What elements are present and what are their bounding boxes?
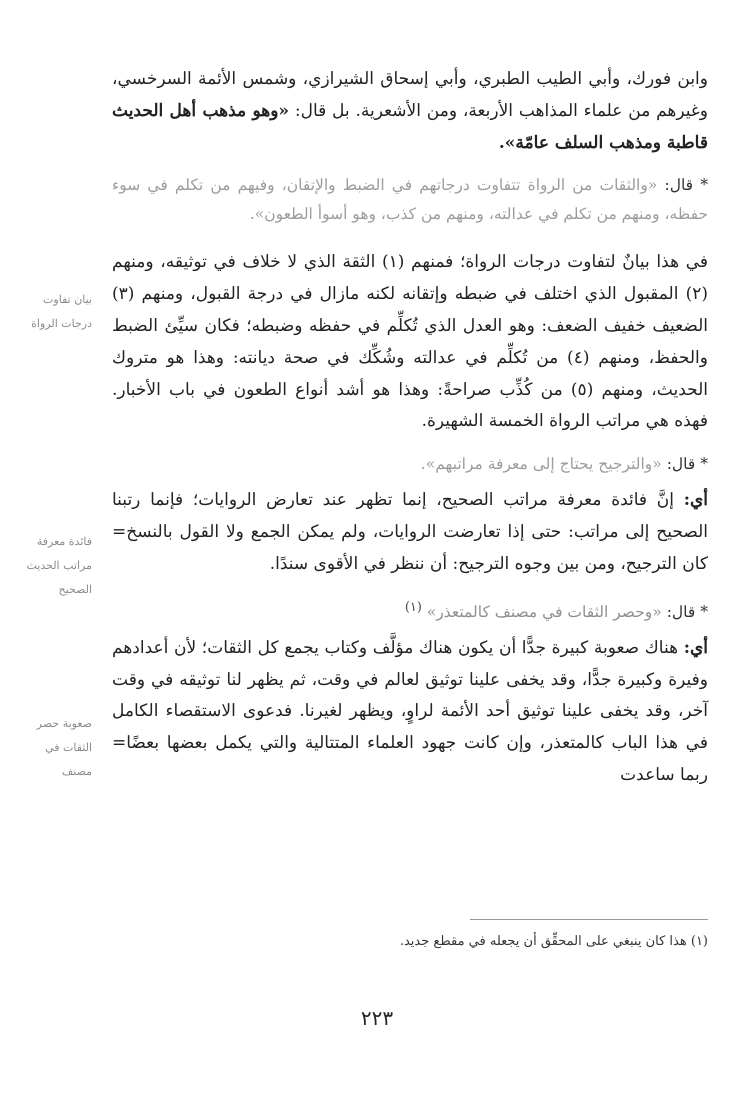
footnote	[112, 930, 708, 954]
benefit-label: أي:	[683, 490, 708, 511]
intro-bold-quote: «وهو مذهب أهل الحديث قاطبة ومذهب السلف عامّة».	[112, 100, 708, 153]
quote-text-2: «والترجيح يحتاج إلى معرفة مراتبهم».	[420, 455, 662, 474]
quote-text-3: «وحصر الثقات في مصنف كالمتعذر»	[426, 602, 662, 621]
footnote-reference: (١)	[404, 599, 422, 615]
benefit-text: إنَّ فائدة معرفة مراتب الصحيح، إنما تظهر عند تعارض الروايات؛ فإنما رتبنا الصحيح إلى مراتب: حتى إذا تعارضت الروايات، ولم يمكن الجمع ولا القول بالنسخ= كان الترجيح، ومن بين وجوه الترجيح: أن ننظر في الأقوى سندًا.	[112, 490, 708, 574]
intro-text: وابن فورك، وأبي الطيب الطبري، وأبي إسحاق الشيرازي، وشمس الأئمة السرخسي، وغيرهم من علماء المذاهب الأربعة، ومن الأشعرية. بل قال:	[112, 69, 708, 121]
benefit-paragraph	[112, 485, 708, 580]
quote-text-1: «والثقات من الرواة تتفاوت درجاتهم في الضبط والإتقان، وفيهم من تكلم في سوء حفظه، ومنهم من تكلم في عدالته، ومنهم من كذب، وهو أسوأ الطعون».	[112, 176, 708, 224]
footnote-number: (١)	[690, 934, 708, 949]
quote-block-3	[112, 593, 708, 627]
margin-note-difficulty: صعوبة حصر الثقات في مصنف	[36, 717, 92, 778]
intro-paragraph	[112, 64, 708, 159]
difficulty-text: هناك صعوبة كبيرة جدًّا أن يكون هناك مؤلَّف وكتاب يجمع كل الثقات؛ لأن أعدادهم وفيرة وكبيرة جدًّا، وقد يخفى علينا توثيق لعالم في وقت، ثم يظهر لنا توثيقه في وقت آخر، وقد يخفى علينا توثيق أحد الأئمة لراوٍ، ويظهر لغيرنا. فدعوى الاستقصاء الكامل في هذا الباب كالمتعذر، وإن كانت جهود العلماء المتتالية والتي يكمل بعضها بعضًا= ربما ساعدت	[112, 637, 708, 785]
quote-block-1	[112, 171, 708, 229]
page-number: ٢٢٣	[360, 1006, 394, 1030]
margin-note-benefit: فائدة معرفة مراتب الحديث الصحيح	[26, 535, 92, 596]
quote-label: قال:	[664, 176, 694, 195]
star-marker: *	[700, 602, 708, 621]
difficulty-paragraph	[112, 633, 708, 792]
main-text-column	[112, 64, 708, 792]
margin-note-grades: بيان تفاوت درجات الرواة	[31, 293, 92, 330]
quote-label: قال:	[666, 602, 696, 621]
star-marker: *	[700, 455, 708, 474]
star-marker: *	[700, 176, 708, 195]
quote-block-2	[112, 450, 708, 479]
difficulty-label: أي:	[683, 637, 708, 658]
grades-paragraph: في هذا بيانٌ لتفاوت درجات الرواة؛ فمنهم (١) الثقة الذي لا خلاف في توثيقه، ومنهم (٢) المقبول الذي اختلف في ضبطه وإتقانه لكنه مازال في درجة القبول، ومنهم (٣) الضعيف خفيف الضعف: وهو العدل الذي تُكلِّم في حفظه وضبطه؛ فكان سيِّئ الضبط والحفظ، ومنهم (٤) من تُكلِّم في عدالته وشُكِّك في صحة ديانته: وهذا هو متروك الحديث، ومنهم (٥) من كُذِّب صراحةً: وهذا هو أشد أنواع الطعون في باب الأخبار. فهذه هي مراتب الرواة الخمسة الشهيرة.	[112, 252, 708, 432]
quote-label: قال:	[666, 455, 696, 474]
footnote-text: هذا كان ينبغي على المحقِّق أن يجعله في مقطع جديد.	[399, 934, 687, 949]
footnote-separator	[470, 919, 708, 920]
